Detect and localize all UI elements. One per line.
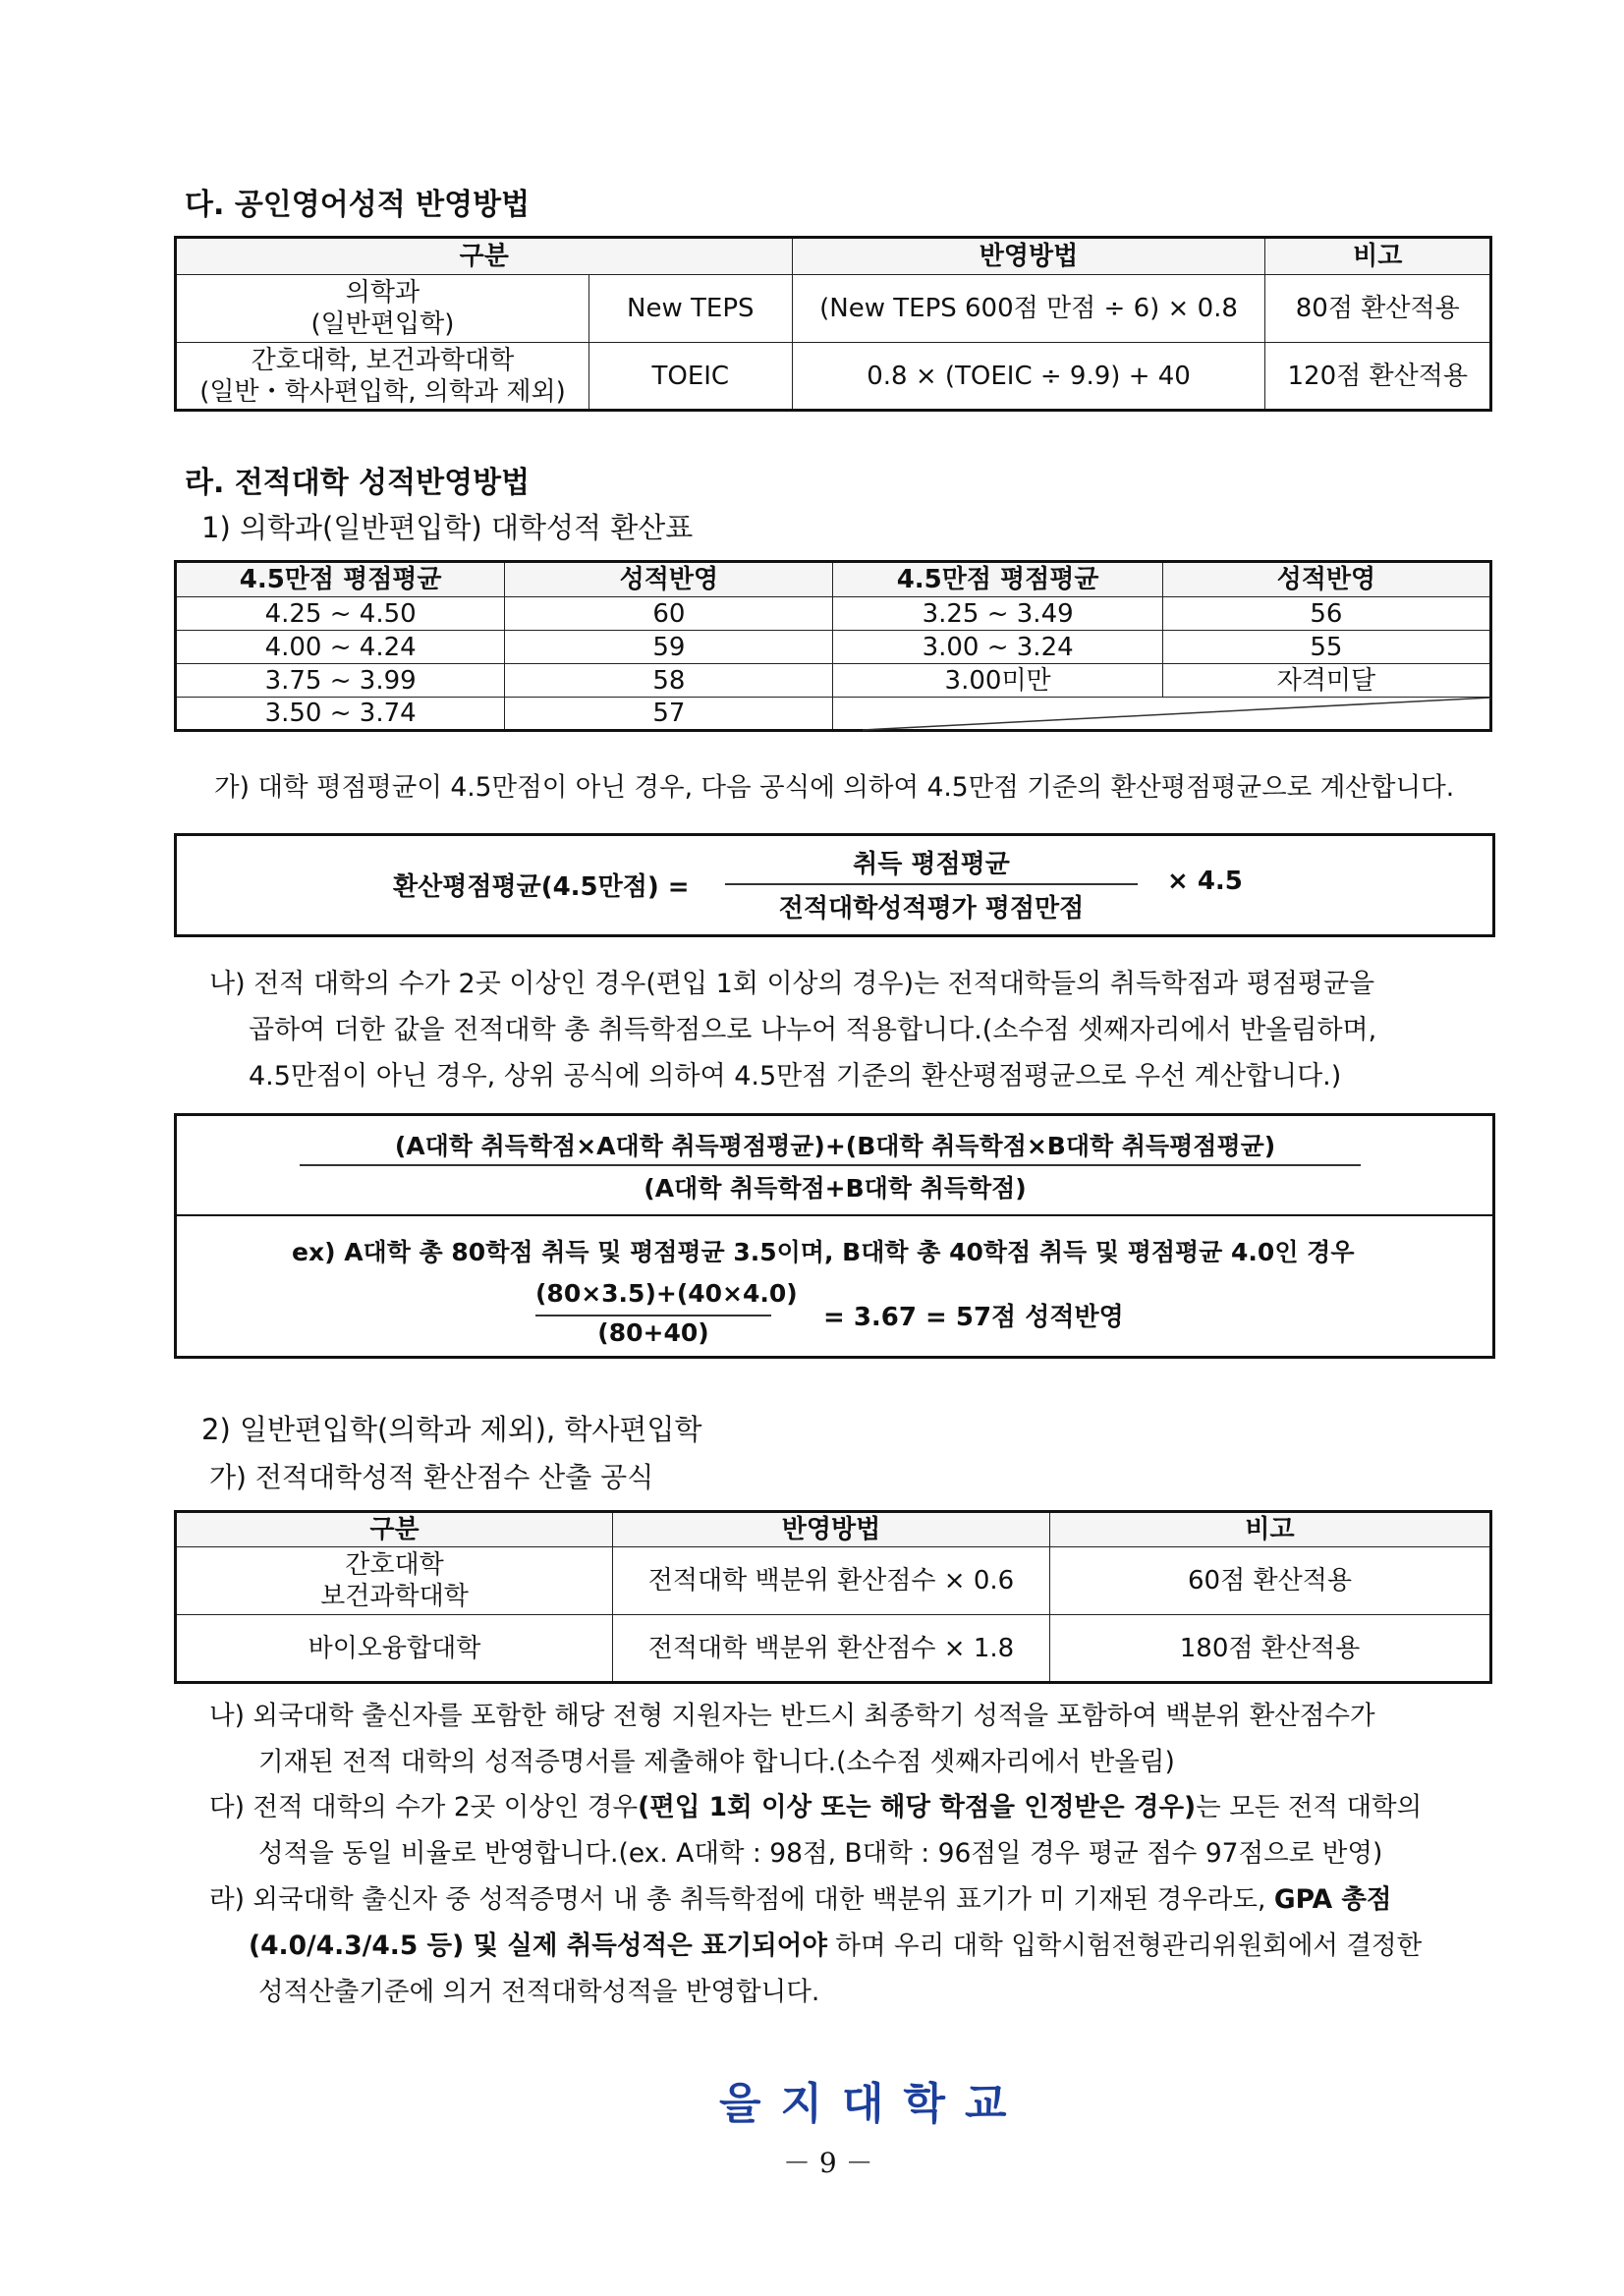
note2-ra-line1: 라) 외국대학 출신자 중 성적증명서 내 총 취득학점에 대한 백분위 표기가 미 기재된 경우라도, GPA 총점 [209, 1884, 1392, 1915]
table-row [176, 275, 1491, 343]
table-row [176, 343, 1491, 411]
method-cell: 0.8 × (TOEIC ÷ 9.9) + 40 [792, 343, 1265, 411]
english-score-table [174, 236, 1492, 412]
subsection-2-ga: 가) 전적대학성적 환산점수 산출 공식 [209, 1461, 654, 1493]
fraction-line [535, 1315, 771, 1316]
note-cell: 80점 환산적용 [1265, 275, 1491, 343]
page-number: － 9 － [783, 2147, 873, 2179]
note-na-line2: 곱하여 더한 값을 전적대학 총 취득학점으로 나누어 적용합니다.(소수점 셋째자리에서 반올림하며, [249, 1015, 1377, 1045]
method-cell: 전적대학 백분위 환산점수 × 0.6 [612, 1547, 1049, 1615]
note-cell: 60점 환산적용 [1049, 1547, 1490, 1615]
table-row: 4.25 ~ 4.50 60 3.25 ~ 3.49 56 [176, 597, 1491, 631]
formula1-multiplier: × 4.5 [1167, 867, 1243, 896]
formula2-denominator: (A대학 취득학점+B대학 취득학점) [644, 1174, 1027, 1203]
note-ga: 가) 대학 평점평균이 4.5만점이 아닌 경우, 다음 공식에 의하여 4.5만점 기준의 환산평점평균으로 계산합니다. [214, 772, 1455, 803]
test-cell: New TEPS [588, 275, 792, 343]
university-logo-text: 을지대학교 [719, 2079, 1027, 2129]
table-header: 구분 [176, 238, 793, 275]
note-cell: 120점 환산적용 [1265, 343, 1491, 411]
fraction-line [725, 883, 1138, 885]
table-header: 4.5만점 평점평균 [176, 562, 505, 597]
note2-na-line1: 나) 외국대학 출신자를 포함한 해당 전형 지원자는 반드시 최종학기 성적을 포함하여 백분위 환산점수가 [209, 1701, 1375, 1731]
note-na-line3: 4.5만점이 아닌 경우, 상위 공식에 의하여 4.5만점 기준의 환산평점평균으로 우선 계산합니다.) [249, 1061, 1342, 1092]
formula2-example-denominator: (80+40) [597, 1318, 709, 1347]
note-na-line1: 나) 전적 대학의 수가 2곳 이상인 경우(편입 1회 이상의 경우)는 전적대학들의 취득학점과 평점평균을 [209, 969, 1375, 999]
formula1-numerator: 취득 평점평균 [853, 850, 1010, 879]
method-cell: (New TEPS 600점 만점 ÷ 6) × 0.8 [792, 275, 1265, 343]
formula2-numerator: (A대학 취득학점×A대학 취득평점평균)+(B대학 취득학점×B대학 취득평점평균) [394, 1132, 1276, 1160]
formula1-denominator: 전적대학성적평가 평점만점 [778, 894, 1085, 924]
method-cell: 전적대학 백분위 환산점수 × 1.8 [612, 1615, 1049, 1683]
formula2-example-result: = 3.67 = 57점 성적반영 [823, 1303, 1124, 1332]
formula-box-divider [174, 1214, 1495, 1216]
subsection-1-title: 1) 의학과(일반편입학) 대학성적 환산표 [201, 511, 694, 544]
table-row: 4.00 ~ 4.24 59 3.00 ~ 3.24 55 [176, 631, 1491, 664]
formula2-example-numerator: (80×3.5)+(40×4.0) [535, 1279, 798, 1308]
score-conversion-table [174, 1510, 1492, 1684]
fraction-line [300, 1164, 1361, 1166]
table-header: 반영방법 [612, 1512, 1049, 1547]
formula1-lhs: 환산평점평균(4.5만점) = [393, 872, 690, 902]
group-cell: 바이오융합대학 [176, 1615, 613, 1683]
table-header: 4.5만점 평점평균 [833, 562, 1162, 597]
group-cell: 간호대학, 보건과학대학 (일반・학사편입학, 의학과 제외) [176, 343, 589, 411]
test-cell: TOEIC [588, 343, 792, 411]
table-header: 성적반영 [1162, 562, 1490, 597]
empty-diagonal-cell [833, 698, 1491, 731]
section-ra-title: 라. 전적대학 성적반영방법 [185, 466, 531, 500]
table-row [176, 1615, 1491, 1683]
table-row: 3.50 ~ 3.74 57 [176, 698, 1491, 731]
group-cell: 간호대학 보건과학대학 [176, 1547, 613, 1615]
note2-ra-line3: 성적산출기준에 의거 전적대학성적을 반영합니다. [258, 1977, 820, 2007]
formula2-example-title: ex) A대학 총 80학점 취득 및 평점평균 3.5이며, B대학 총 40학점 취득 및 평점평균 4.0인 경우 [292, 1238, 1355, 1266]
subsection-2-title: 2) 일반편입학(의학과 제외), 학사편입학 [201, 1413, 702, 1446]
table-header: 구분 [176, 1512, 613, 1547]
section-da-title: 다. 공인영어성적 반영방법 [185, 188, 531, 222]
table-header: 비고 [1049, 1512, 1490, 1547]
gpa-conversion-table [174, 560, 1492, 732]
note2-na-line2: 기재된 전적 대학의 성적증명서를 제출해야 합니다.(소수점 셋째자리에서 반올림) [258, 1747, 1175, 1777]
table-header: 비고 [1265, 238, 1491, 275]
table-row [176, 1547, 1491, 1615]
note2-da-line1: 다) 전적 대학의 수가 2곳 이상인 경우(편입 1회 이상 또는 해당 학점을 인정받은 경우)는 모든 전적 대학의 [209, 1792, 1423, 1822]
note2-da-line2: 성적을 동일 비율로 반영합니다.(ex. A대학 : 98점, B대학 : 96점일 경우 평균 점수 97점으로 반영) [258, 1838, 1383, 1869]
note-cell: 180점 환산적용 [1049, 1615, 1490, 1683]
table-row: 3.75 ~ 3.99 58 3.00미만 자격미달 [176, 664, 1491, 698]
table-header: 성적반영 [505, 562, 833, 597]
group-cell: 의학과 (일반편입학) [176, 275, 589, 343]
table-header: 반영방법 [792, 238, 1265, 275]
diagonal-line [833, 698, 1491, 731]
note2-ra-line2: (4.0/4.3/4.5 등) 및 실제 취득성적은 표기되어야 하며 우리 대학 입학시험전형관리위원회에서 결정한 [249, 1931, 1423, 1961]
